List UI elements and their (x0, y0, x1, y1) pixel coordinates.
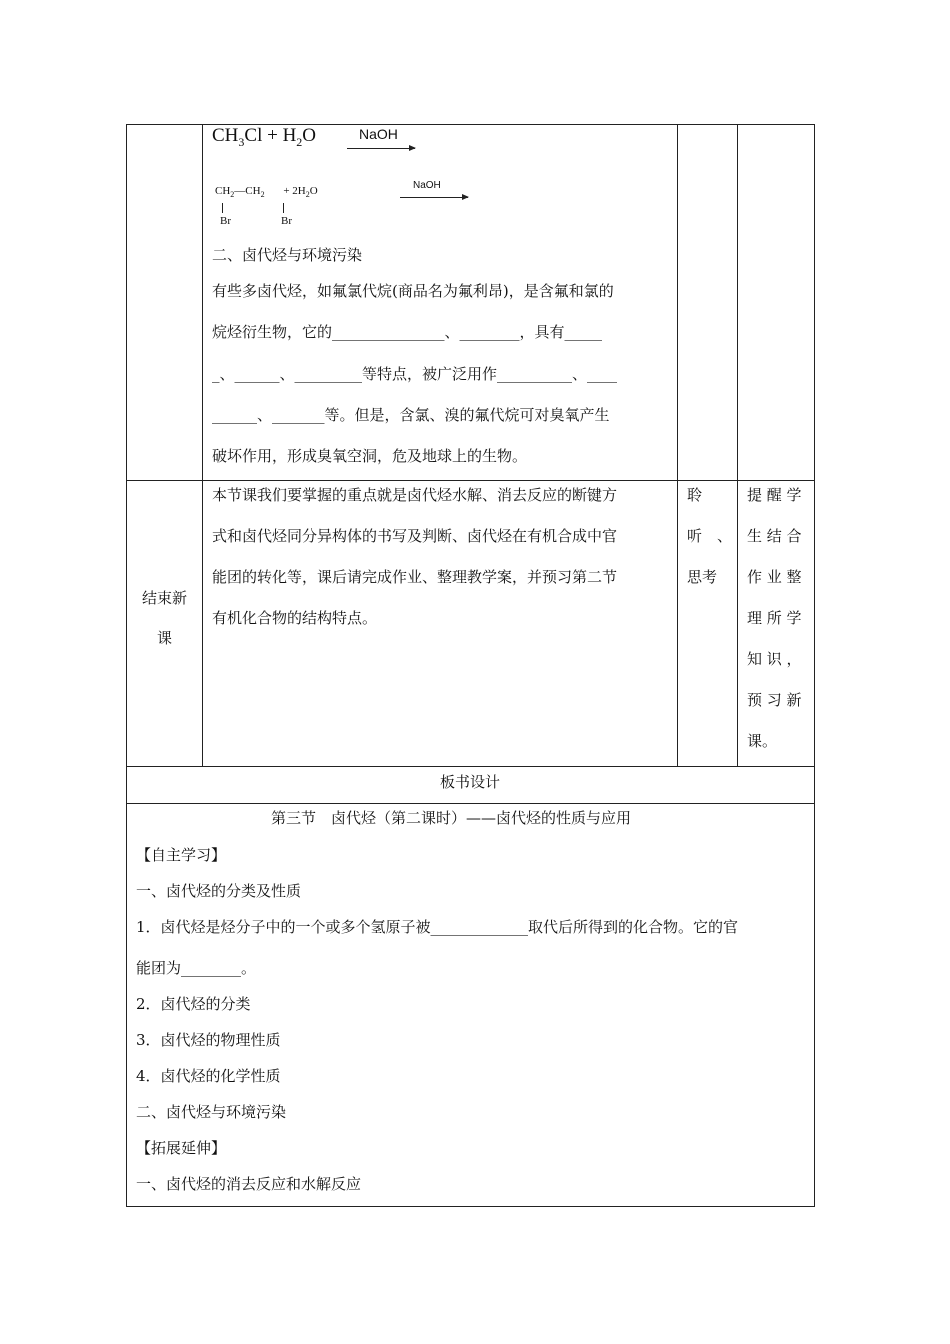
board-item: 能团为________。 (136, 959, 257, 977)
stage-label: 课 (157, 629, 173, 647)
board-item: 一、卤代烃的分类及性质 (136, 882, 302, 900)
stage-label: 结束新 (142, 589, 188, 607)
board-item: 1．卤代烃是烃分子中的一个或多个氢原子被_____________取代后所得到的化合物。它的官 (136, 918, 739, 936)
board-heading: 板书设计 (440, 773, 501, 791)
summary-line: 有机化合物的结构特点。 (212, 609, 378, 627)
equation-2-br1: Br (220, 215, 231, 227)
row-divider-2 (126, 766, 815, 767)
teacher-intent: 提 醒 学 (747, 486, 802, 504)
equation-1-arrow (347, 148, 415, 149)
equation-1-catalyst: NaOH (359, 126, 398, 142)
board-item: 2．卤代烃的分类 (136, 995, 251, 1013)
board-item: 【拓展延伸】 (136, 1139, 227, 1157)
teacher-intent: 理 所 学 (747, 609, 802, 627)
board-item: 一、卤代烃的消去反应和水解反应 (136, 1175, 362, 1193)
equation-2: $CH_2—CH_2 + 2H_2O$ (215, 185, 318, 200)
col-divider-3 (737, 124, 738, 766)
board-item: 二、卤代烃与环境污染 (136, 1103, 287, 1121)
teacher-intent: 预 习 新 (747, 691, 802, 709)
col-divider-1 (202, 124, 203, 766)
equation-2-catalyst: NaOH (413, 180, 441, 191)
board-title: 第三节 卤代烃（第二课时）——卤代烃的性质与应用 (271, 809, 632, 827)
paragraph-line: _、______、_________等特点，被广泛用作__________、____ (212, 365, 618, 383)
paragraph-line: 破坏作用，形成臭氧空洞，危及地球上的生物。 (212, 447, 528, 465)
section-title-environment: 二、卤代烃与环境污染 (212, 246, 363, 264)
equation-2-arrow (400, 197, 468, 198)
student-activity: 听 、 (687, 527, 733, 545)
paragraph-line: 有些多卤代烃，如氟氯代烷(商品名为氟利昂)，是含氟和氯的 (212, 282, 614, 300)
summary-line: 本节课我们要掌握的重点就是卤代烃水解、消去反应的断键方 (212, 486, 618, 504)
bond-line-1 (222, 203, 223, 213)
teacher-intent: 知 识 ， (747, 650, 802, 668)
paragraph-line: 烷烃衍生物，它的_______________、________，具有_____ (212, 323, 603, 341)
row-divider-1 (126, 480, 815, 481)
bond-line-2 (283, 203, 284, 213)
col-divider-2 (677, 124, 678, 766)
equation-2-br2: Br (281, 215, 292, 227)
summary-line: 式和卤代烃同分异构体的书写及判断、卤代烃在有机合成中官 (212, 527, 618, 545)
summary-line: 能团的转化等，课后请完成作业、整理教学案，并预习第二节 (212, 568, 618, 586)
board-item: 4．卤代烃的化学性质 (136, 1067, 281, 1085)
board-item: 3．卤代烃的物理性质 (136, 1031, 281, 1049)
paragraph-line: ______、_______等。但是，含氯、溴的氟代烷可对臭氧产生 (212, 406, 610, 424)
student-activity: 思考 (687, 568, 718, 586)
row-divider-3 (126, 803, 815, 804)
student-activity: 聆 (687, 486, 703, 504)
teacher-intent: 作 业 整 (747, 568, 802, 586)
teacher-intent: 生 结 合 (747, 527, 802, 545)
teacher-intent: 课。 (747, 732, 778, 750)
board-item: 【自主学习】 (136, 846, 227, 864)
equation-1: $CH_3Cl + H_2O$ (212, 125, 317, 149)
